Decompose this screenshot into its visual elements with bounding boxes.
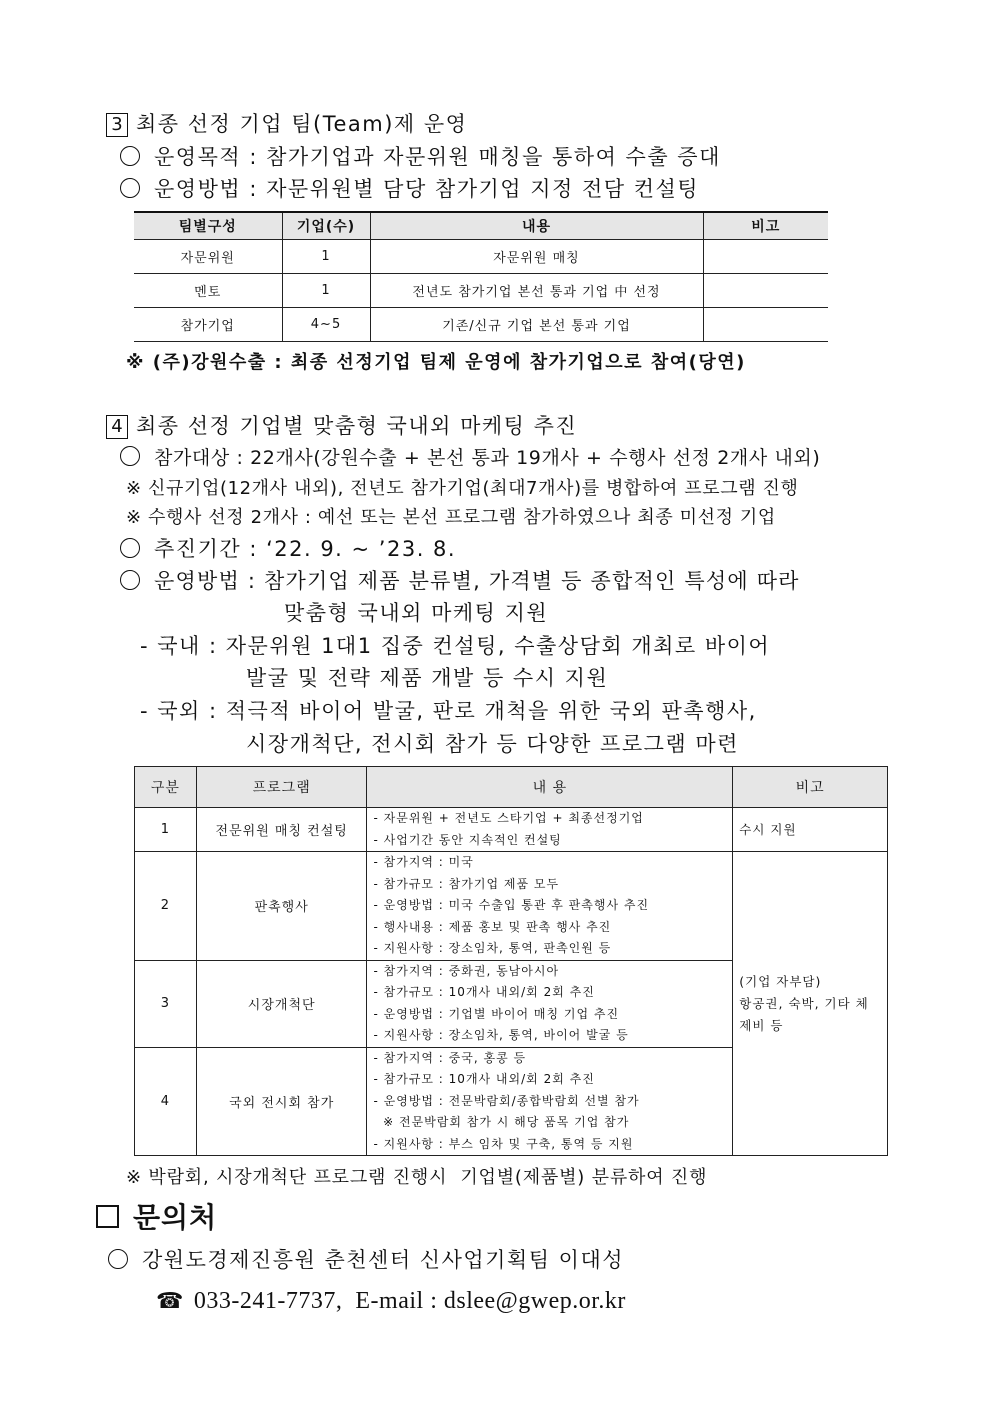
table-row <box>134 240 828 274</box>
table-header-cell: 내 용 <box>367 767 733 808</box>
section3-note: ※ (주)강원수출 : 최종 선정기업 팀제 운영에 참가기업으로 참여(당연) <box>126 352 746 373</box>
table-cell <box>703 274 828 308</box>
table-cell: 국외 전시회 참가 <box>196 1047 367 1156</box>
list-item: ※ 전문박람회 참가 시 해당 품목 기업 참가 <box>373 1115 630 1129</box>
table-cell: 4 <box>135 1047 197 1156</box>
section4-note1: ※ 신규기업(12개사 내외), 전년도 참가기업(최대7개사)를 병합하여 프로그램 진행 <box>126 478 799 499</box>
list-item: - 참가지역 : 중국, 홍콩 등 <box>373 1050 527 1065</box>
table-cell: 판촉행사 <box>196 852 367 961</box>
list-item: - 참가규모 : 참가기업 제품 모두 <box>373 876 560 891</box>
circle-bullet-icon <box>120 538 140 558</box>
table-cell: 3 <box>135 960 197 1047</box>
table-header-cell: 내용 <box>370 212 703 240</box>
table-cell <box>703 308 828 342</box>
section4-method-text: 운영방법 : 참가기업 제품 분류별, 가격별 등 종합적인 특성에 따라 <box>154 569 800 593</box>
contact-phone <box>156 1288 626 1315</box>
table-header-row <box>134 212 828 240</box>
contact-heading <box>96 1196 217 1236</box>
table-cell: 기존/신규 기업 본선 통과 기업 <box>370 308 703 342</box>
table-row <box>134 308 828 342</box>
table-cell: 자문위원 <box>134 240 282 274</box>
table-cell: 전년도 참가기업 본선 통과 기업 中 선정 <box>370 274 703 308</box>
table-cell <box>703 240 828 274</box>
table-header-row <box>135 767 888 808</box>
table-cell: 4~5 <box>282 308 370 342</box>
table-header-cell: 구분 <box>135 767 197 808</box>
list-item: - 운영방법 : 기업별 바이어 매칭 기업 추진 <box>373 1006 620 1021</box>
remark-line: (기업 자부담) <box>739 973 822 989</box>
table-row <box>135 808 888 852</box>
remark-line: 항공권, 숙박, 기타 체 <box>739 995 869 1011</box>
section4-target-text: 참가대상 : 22개사(강원수출 + 본선 통과 19개사 + 수행사 선정 2개사 내외) <box>154 447 821 469</box>
contact-org <box>108 1244 624 1274</box>
section4-bottom-note: ※ 박람회, 시장개척단 프로그램 진행시 기업별(제품별) 분류하여 진행 <box>126 1167 708 1188</box>
section3-method <box>120 173 699 203</box>
list-item: - 자문위원 + 전년도 스타기업 + 최종선정기업 <box>373 811 644 825</box>
section4-target <box>120 443 820 470</box>
telephone-icon: ☎ <box>156 1288 184 1313</box>
section3-number: 3 <box>106 113 128 137</box>
table-cell: 1 <box>282 240 370 274</box>
section4-overseas-line2: 시장개척단, 전시회 참가 등 다양한 프로그램 마련 <box>246 732 739 756</box>
section3-purpose-text: 운영목적 : 참가기업과 자문위원 매칭을 통하여 수출 증대 <box>154 145 721 169</box>
section4-domestic-line2: 발굴 및 전략 제품 개발 등 수시 지원 <box>246 666 609 690</box>
section4-heading <box>106 410 577 440</box>
table-header-cell: 비고 <box>703 212 828 240</box>
table-cell: 2 <box>135 852 197 961</box>
table-cell <box>367 960 733 1047</box>
contact-title: 문의처 <box>133 1201 218 1234</box>
table-header-cell: 프로그램 <box>196 767 367 808</box>
table-cell: 멘토 <box>134 274 282 308</box>
square-bullet-icon <box>96 1205 119 1228</box>
contact-org-text: 강원도경제진흥원 춘천센터 신사업기획팀 이대성 <box>142 1248 625 1272</box>
table-cell: 1 <box>135 808 197 852</box>
list-item: - 지원사항 : 장소임차, 통역, 바이어 발굴 등 <box>373 1028 629 1042</box>
list-item: - 행사내용 : 제품 홍보 및 판촉 행사 추진 <box>373 919 612 934</box>
table-cell: 수시 지원 <box>733 808 888 852</box>
list-item: - 운영방법 : 전문박람회/종합박람회 선별 참가 <box>373 1093 640 1108</box>
section4-domestic: - 국내 : 자문위원 1대1 집중 컨설팅, 수출상담회 개최로 바이어 <box>140 634 771 658</box>
section4-note2: ※ 수행사 선정 2개사 : 예선 또는 본선 프로그램 참가하였으나 최종 미선정 기업 <box>126 507 776 528</box>
table-cell: 전문위원 매칭 컨설팅 <box>196 808 367 852</box>
section4-number: 4 <box>106 415 128 439</box>
team-composition-table <box>134 211 828 342</box>
table-cell: 자문위원 매칭 <box>370 240 703 274</box>
section4-overseas: - 국외 : 적극적 바이어 발굴, 판로 개척을 위한 국외 판촉행사, <box>140 699 757 723</box>
section3-title: 최종 선정 기업 팀(Team)제 운영 <box>136 112 468 136</box>
table-cell: 시장개척단 <box>196 960 367 1047</box>
section3-method-text: 운영방법 : 자문위원별 담당 참가기업 지정 전담 컨설팅 <box>154 177 700 201</box>
table-header-cell: 기업(수) <box>282 212 370 240</box>
program-table <box>134 766 888 1156</box>
circle-bullet-icon <box>108 1249 128 1269</box>
section3-heading <box>106 108 467 138</box>
table-cell <box>367 808 733 852</box>
circle-bullet-icon <box>120 446 140 466</box>
section4-period-text: 추진기간 : ‘22. 9. ~ ’23. 8. <box>154 537 457 561</box>
table-header-cell: 팀별구성 <box>134 212 282 240</box>
circle-bullet-icon <box>120 570 140 590</box>
table-row <box>135 852 888 961</box>
list-item: - 사업기간 동안 지속적인 컨설팅 <box>373 832 562 847</box>
section4-method <box>120 565 800 595</box>
section4-title: 최종 선정 기업별 맞춤형 국내외 마케팅 추진 <box>136 414 578 438</box>
list-item: - 운영방법 : 미국 수출입 통관 후 판촉행사 추진 <box>373 898 650 912</box>
section3-purpose <box>120 141 721 171</box>
list-item: - 참가규모 : 10개사 내외/회 2회 추진 <box>373 985 595 999</box>
remark-line: 제비 등 <box>739 1017 784 1033</box>
section4-method-line2: 맞춤형 국내외 마케팅 지원 <box>284 601 549 625</box>
table-cell <box>367 852 733 961</box>
table-cell: 참가기업 <box>134 308 282 342</box>
list-item: - 지원사항 : 장소임차, 통역, 판촉인원 등 <box>373 941 612 955</box>
circle-bullet-icon <box>120 146 140 166</box>
section4-period <box>120 533 456 563</box>
list-item: - 지원사항 : 부스 임차 및 구축, 통역 등 지원 <box>373 1136 634 1151</box>
contact-phone-text: 033-241-7737, E-mail : dslee@gwep.or.kr <box>193 1288 626 1314</box>
list-item: - 참가지역 : 미국 <box>373 855 474 869</box>
list-item: - 참가규모 : 10개사 내외/회 2회 추진 <box>373 1072 595 1086</box>
shared-remark-cell <box>733 852 888 1156</box>
list-item: - 참가지역 : 중화권, 동남아시아 <box>373 963 560 978</box>
table-cell: 1 <box>282 274 370 308</box>
table-header-cell: 비고 <box>733 767 888 808</box>
circle-bullet-icon <box>120 178 140 198</box>
table-cell <box>367 1047 733 1156</box>
table-row <box>134 274 828 308</box>
